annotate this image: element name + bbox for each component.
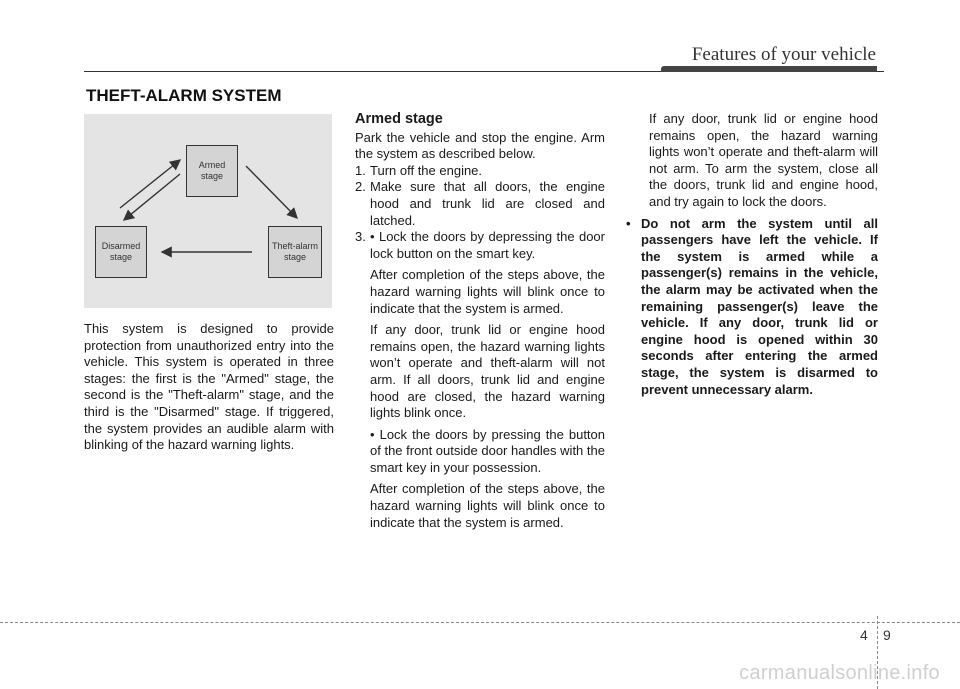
step-1-number: 1. — [355, 162, 366, 178]
disarmed-stage-box — [95, 226, 147, 278]
disarmed-stage-label: Disarmed stage — [101, 241, 141, 262]
watermark: carmanualsonline.info — [739, 662, 940, 684]
page-number: 9 — [883, 627, 891, 643]
step-2-number: 2. — [355, 179, 366, 195]
armed-stage-column — [355, 111, 605, 531]
theft-alarm-stage-box — [268, 226, 322, 278]
armed-stage-label: Armed stage — [198, 160, 226, 181]
section-title: THEFT-ALARM SYSTEM — [86, 86, 282, 105]
open-door-paragraph: If any door, trunk lid or engine hood remains open, the hazard warning lights won’t operate and theft-alarm will not arm. If all doors, trunk lid and engine hood are closed, the hazard warning lights blink once. — [370, 322, 605, 421]
arrow-armed-to-disarmed — [124, 174, 180, 220]
stage-diagram — [84, 114, 332, 308]
arrow-armed-to-theft — [246, 166, 297, 218]
step-3 — [355, 229, 605, 262]
intro-paragraph: This system is designed to provide protection from unauthorized entry into the vehicle. This system is operated in three stages: the first is the "Armed" stage, the second is the "Theft-alarm" stage, and the third is the "Disarmed" stage. If triggered, the system provides an audible alarm with blinking of the hazard warning lights. — [84, 321, 334, 453]
intro-column — [84, 321, 334, 454]
armed-confirm-paragraph-2: After completion of the steps above, the hazard warning lights will blink once to indicate that the system is armed. — [370, 481, 605, 530]
step-3-text: • Lock the doors by depressing the door lock button on the smart key. — [370, 229, 605, 261]
footer-rule — [0, 622, 960, 623]
warning-text: Do not arm the system until all passengers have left the vehicle. If the system is armed while a passenger(s) remains in the vehicle, the alarm may be activated when the remaining passenger(s) leave the vehicle. If any door, trunk lid or engine hood is opened within 30 seconds after entering the armed stage, the system is disarmed to prevent unnecessary alarm. — [641, 215, 878, 397]
step-2 — [355, 179, 605, 229]
warning-note — [624, 216, 878, 399]
step-3-number: 3. — [355, 229, 366, 245]
header-bar — [661, 66, 877, 72]
armed-stage-heading: Armed stage — [355, 111, 443, 127]
page-chapter-number: 4 — [860, 627, 868, 643]
stage-arrows — [84, 114, 332, 308]
notes-column — [624, 111, 878, 398]
door-handle-bullet: • Lock the doors by pressing the button of the front outside door handles with the smart key in your possession. — [370, 426, 605, 475]
step-1-text: Turn off the engine. — [370, 162, 483, 178]
chapter-title: Features of your vehicle — [691, 44, 876, 65]
step-1 — [355, 163, 605, 180]
theft-alarm-stage-label: Theft-alarm stage — [271, 241, 318, 262]
arrow-disarmed-to-armed — [120, 160, 180, 208]
open-door-note: If any door, trunk lid or engine hood remains open, the hazard warning lights won’t operate and theft-alarm will not arm. To arm the system, close all the doors, trunk lid and engine hood, and try again to lock the doors. — [649, 111, 878, 209]
step-2-text: Make sure that all doors, the engine hood and trunk lid are closed and latched. — [370, 179, 605, 228]
armed-stage-box — [186, 145, 238, 197]
armed-lead: Park the vehicle and stop the engine. Arm the system as described below. — [355, 129, 605, 162]
armed-confirm-paragraph: After completion of the steps above, the hazard warning lights will blink once to indicate that the system is armed. — [370, 267, 605, 316]
warning-bullet: • — [626, 215, 631, 231]
